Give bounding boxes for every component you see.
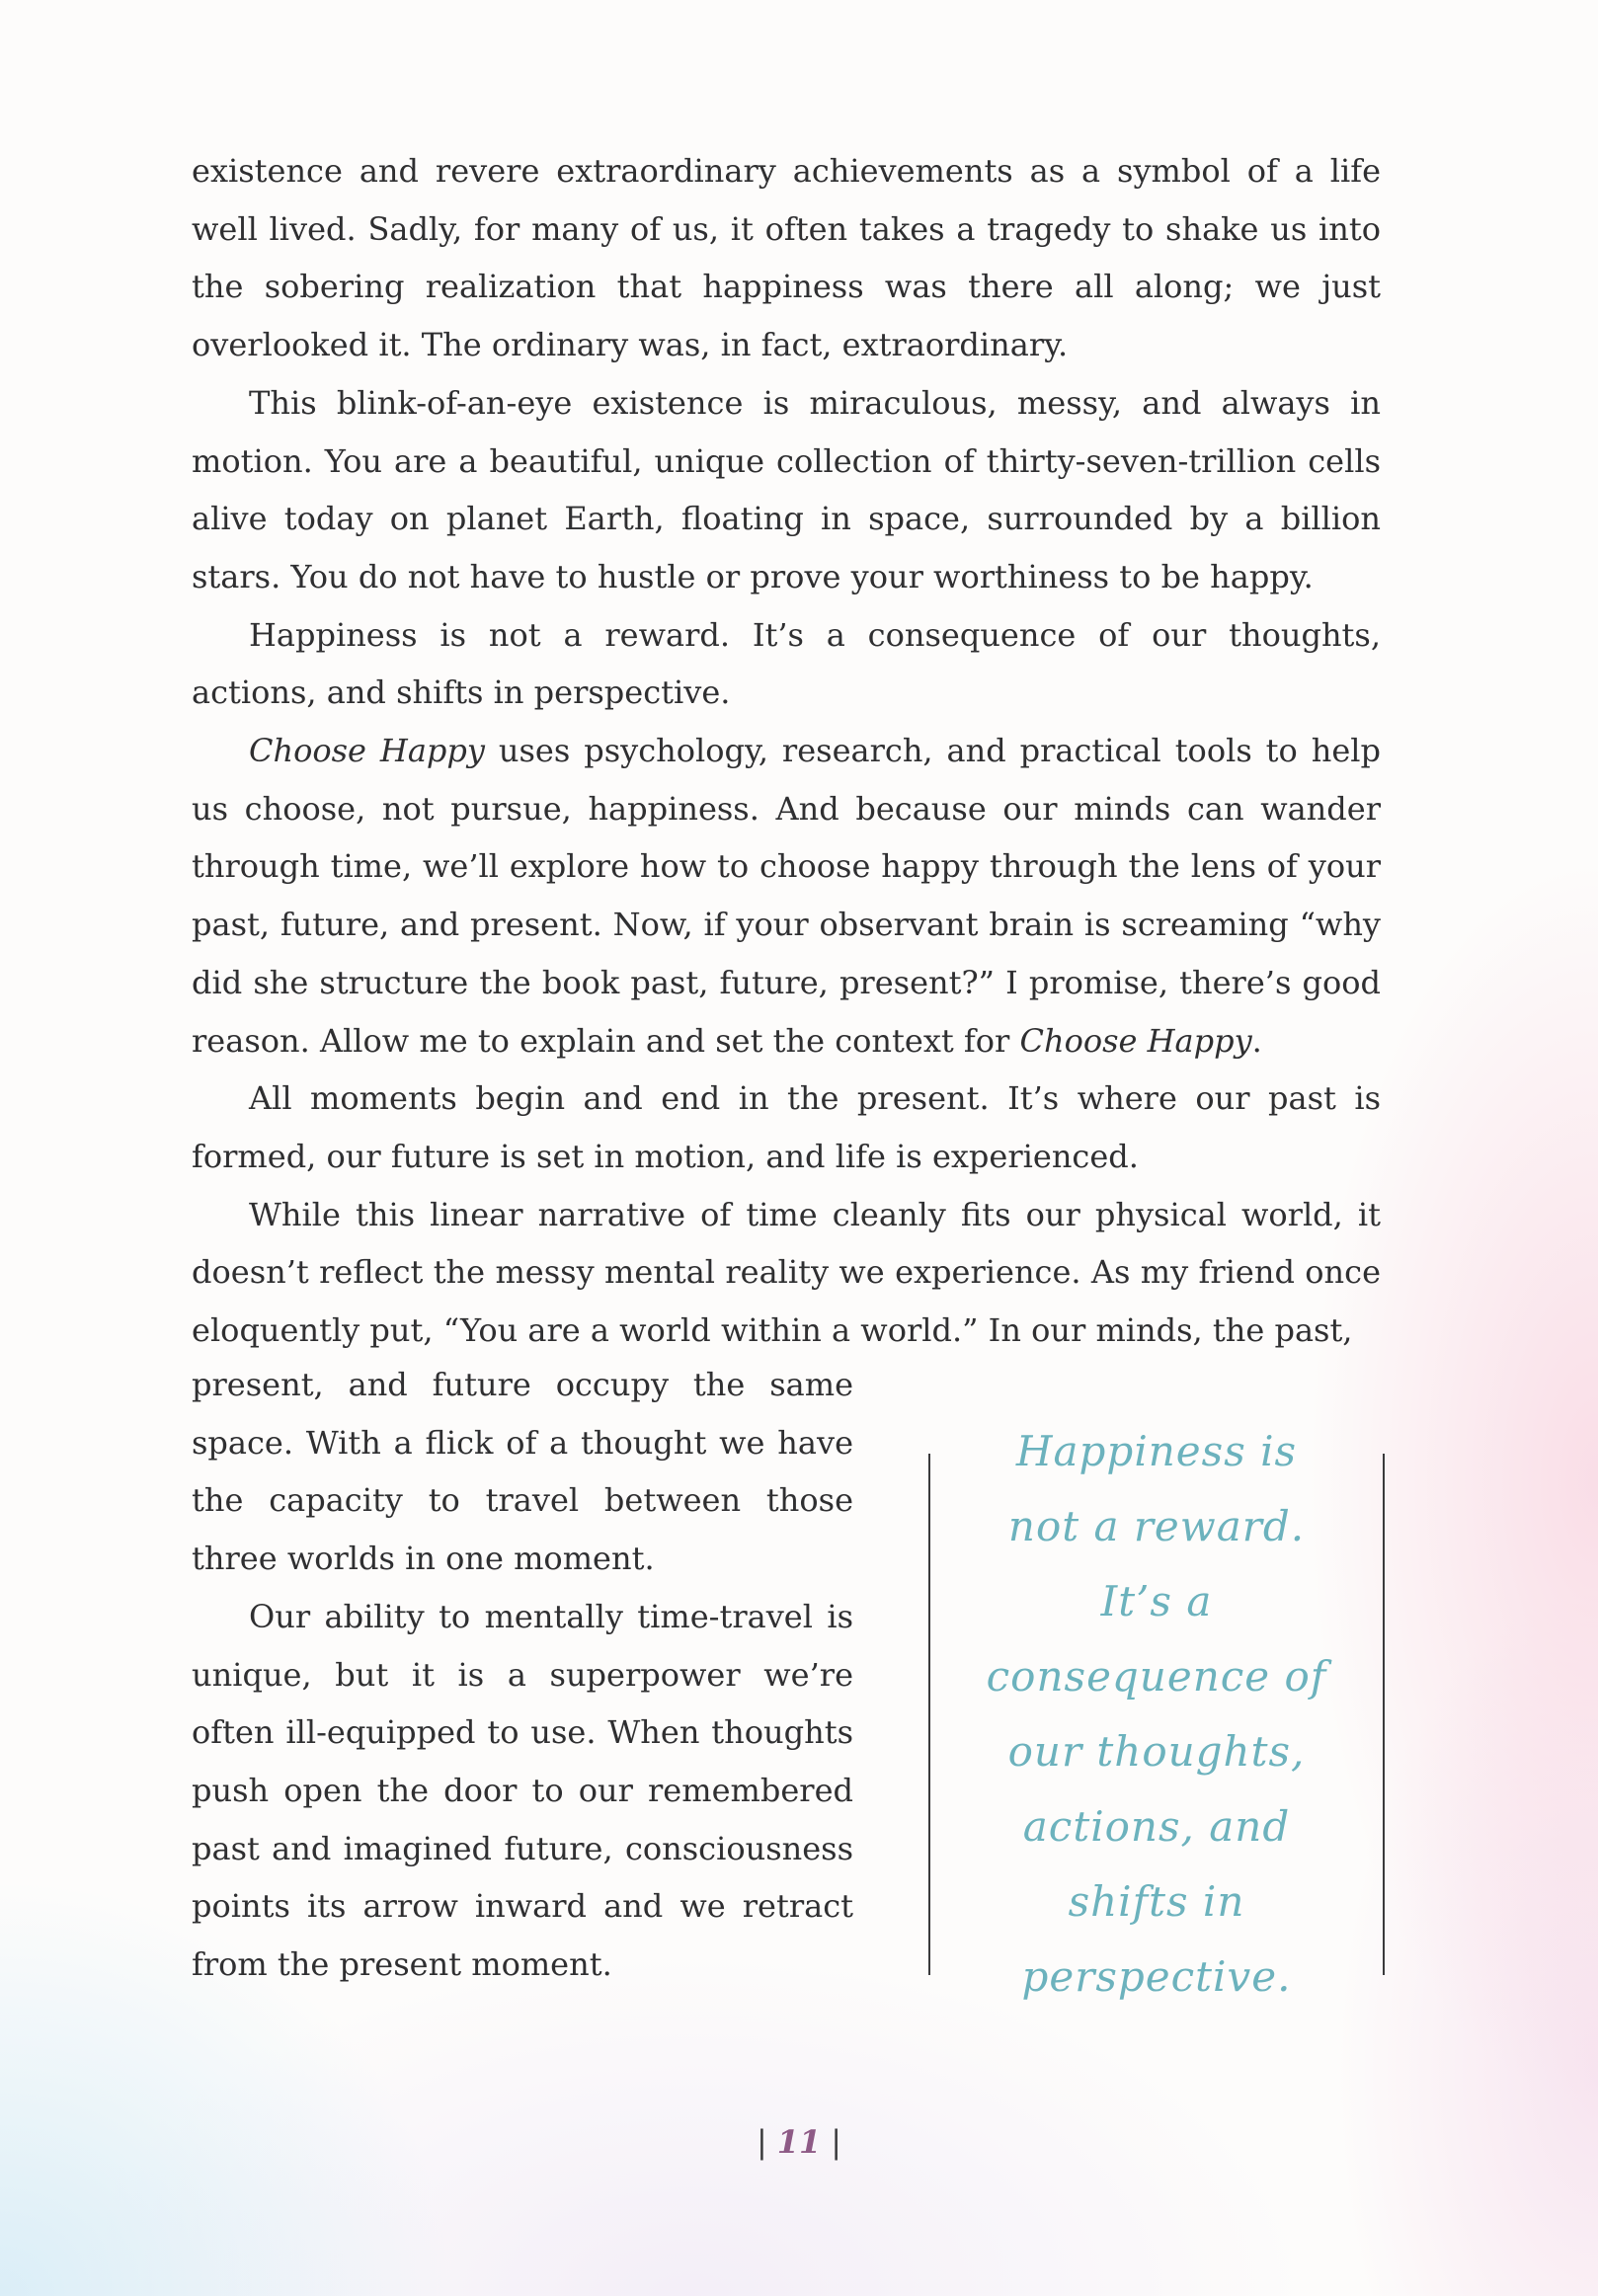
paragraph: Happiness is not a reward. It’s a consequence of our thoughts, actions, and shifts in perspective. bbox=[192, 615, 1381, 712]
pull-quote-box bbox=[928, 1427, 1385, 2001]
paragraph: existence and revere extraordinary achievements as a symbol of a life well lived. Sadly, for many of us, it often takes a tragedy to shake us into the sobering realization that happiness was there all along; we just overlooked it. The ordinary was, in fact, extraordinary. bbox=[192, 152, 1381, 364]
pull-quote-text: Happiness is not a reward. It’s a consequence of our thoughts, actions, and shifts in perspective. bbox=[986, 1427, 1327, 2001]
page-number-separator-right: | bbox=[831, 2123, 842, 2161]
paragraph: While this linear narrative of time cleanly fits our physical world, it doesn’t reflect the messy mental reality we experience. As my friend once eloquently put, “You are a world within a world.” In our minds, the past, bbox=[192, 1195, 1381, 1350]
page-number-footer bbox=[0, 2123, 1598, 2161]
book-title-italic: Choose Happy bbox=[249, 732, 485, 770]
main-text-block bbox=[192, 142, 1381, 1360]
narrow-text-column bbox=[192, 1356, 853, 1994]
paragraph-choose-happy bbox=[192, 722, 1381, 1069]
paragraph: Our ability to mentally time-travel is unique, but it is a superpower we’re often ill-equipped to use. When thoughts push open the door to our remembered past and imagined future, consciousness points its arrow inward and we retract from the present moment. bbox=[192, 1597, 853, 1984]
paragraph-continued: present, and future occupy the same space. With a flick of a thought we have the capacity to travel between those three worlds in one moment. bbox=[192, 1366, 853, 1578]
paragraph: This blink-of-an-eye existence is miraculous, messy, and always in motion. You are a beautiful, unique collection of thirty-seven-trillion cells alive today on planet Earth, floating in space, surrounded by a billion stars. You do not have to hustle or prove your worthiness to be happy. bbox=[192, 383, 1381, 595]
book-title-italic: Choose Happy bbox=[1019, 1021, 1252, 1060]
page-number: 11 bbox=[776, 2123, 822, 2161]
page-number-separator-left: | bbox=[756, 2123, 767, 2161]
paragraph: All moments begin and end in the present. It’s where our past is formed, our future is set in motion, and life is experienced. bbox=[192, 1079, 1381, 1175]
paragraph-body: uses psychology, research, and practical tools to help us choose, not pursue, happiness. And because our minds can wander through time, we’ll explore how to choose happy through the lens of your past, future, and present. Now, if your observant brain is screaming “why did she structure the book past, future, present?” I promise, there’s good reason. Allow me to explain and set the context for bbox=[192, 732, 1381, 1060]
paragraph-end: . bbox=[1251, 1021, 1262, 1060]
